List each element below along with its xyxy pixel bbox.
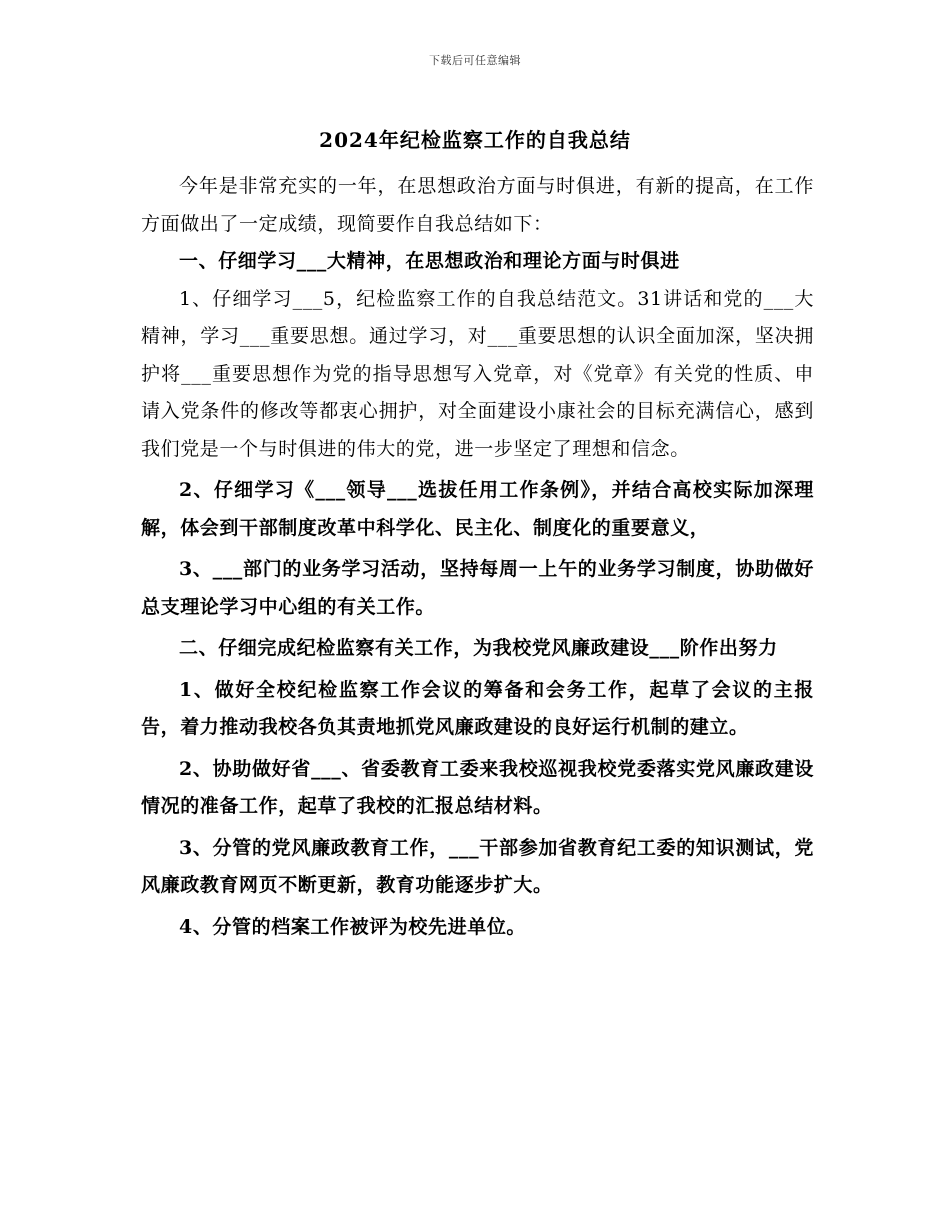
document-body (141, 168, 814, 946)
paragraph-1-2: 2、仔细学习《___领导___选拔任用工作条例》，并结合高校实际加深理解，体会到干部制度改革中科学化、民主化、制度化的重要意义， (141, 479, 814, 539)
page-header-note: 下载后可任意编辑 (429, 54, 521, 67)
paragraph-1-1: 1、仔细学习___5，纪检监察工作的自我总结范文。31讲话和党的___大精神，学习___重要思想。通过学习，对___重要思想的认识全面加深，坚决拥护将___重要思想作为党的指导思想写入党章，对《党章》有关党的性质、申请入党条件的修改等都衷心拥护，对全面建设小康社会的目标充满信心，感到我们党是一个与时俱进的伟大的党，进一步坚定了理想和信念。 (141, 287, 814, 460)
section-heading-2: 二、仔细完成纪检监察有关工作，为我校党风廉政建设___阶作出努力 (179, 637, 778, 659)
section-heading-1: 一、仔细学习___大精神，在思想政治和理论方面与时俱进 (179, 250, 680, 272)
document-title: 2024年纪检监察工作的自我总结 (319, 128, 631, 152)
paragraph-2-4: 4、分管的档案工作被评为校先进单位。 (179, 915, 527, 938)
paragraph-2-1: 1、做好全校纪检监察工作会议的筹备和会务工作，起草了会议的主报告，着力推动我校各负其责地抓党风廉政建设的良好运行机制的建立。 (141, 678, 814, 738)
paragraph-intro: 今年是非常充实的一年，在思想政治方面与时俱进，有新的提高，在工作方面做出了一定成绩，现简要作自我总结如下： (141, 175, 814, 235)
paragraph-2-2: 2、协助做好省___、省委教育工委来我校巡视我校党委落实党风廉政建设情况的准备工作，起草了我校的汇报总结材料。 (141, 757, 814, 817)
paragraph-2-3: 3、分管的党风廉政教育工作，___干部参加省教育纪工委的知识测试，党风廉政教育网页不断更新，教育功能逐步扩大。 (141, 836, 814, 896)
paragraph-1-3: 3、___部门的业务学习活动，坚持每周一上午的业务学习制度，协助做好总支理论学习中心组的有关工作。 (141, 558, 814, 618)
